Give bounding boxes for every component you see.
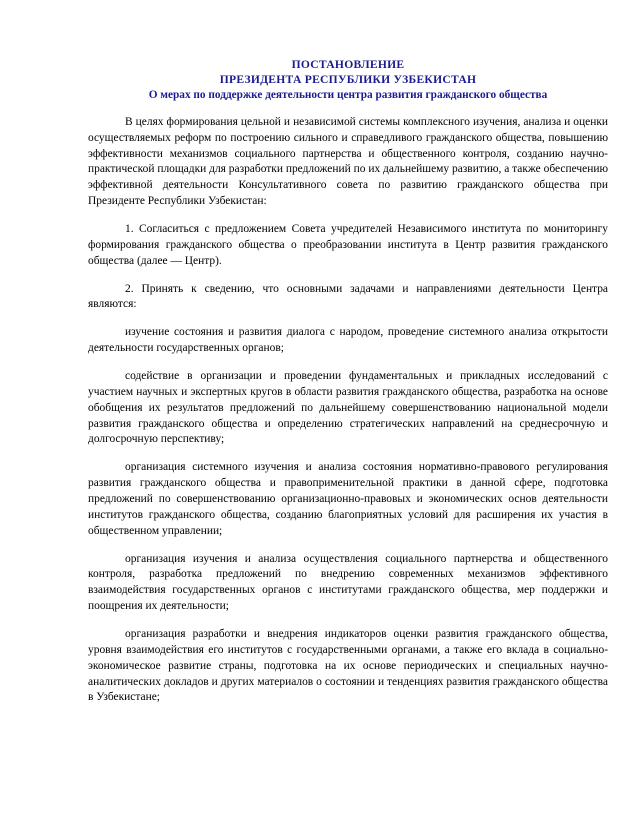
paragraph-task-1: изучение состояния и развития диалога с народом, проведение системного анализа открытости деятельности государственных органов; bbox=[88, 326, 608, 355]
paragraph-task-4: организация изучения и анализа осуществления социального партнерства и общественного контроля, разработка предложений по внедрению современных механизмов эффективного взаимодействия государственных органов с институтами гражданского общества, мер поддержки и поощрения их деятельности; bbox=[88, 552, 608, 613]
paragraph-task-2: содействие в организации и проведении фундаментальных и прикладных исследований с участием научных и экспертных кругов в области развития гражданского общества, разработка на основе обобщения их результатов предложений по дальнейшему совершенствованию национальной модели развития гражданского общества и определению стратегических направлений на среднесрочную и долгосрочную перспективу; bbox=[88, 369, 608, 446]
paragraph-task-5: организация разработки и внедрения индикаторов оценки развития гражданского общества, уровня взаимодействия его институтов с государственными органами, а также его вклада в социально-экономическое развитие страны, подготовка на их основе периодических и специальных научно-аналитических докладов и других материалов о состоянии и тенденциях развития гражданского общества в Узбекистане; bbox=[88, 628, 608, 704]
title-line-issuing-authority: ПРЕЗИДЕНТА РЕСПУБЛИКИ УЗБЕКИСТАН bbox=[219, 73, 477, 87]
paragraph-preamble: В целях формирования цельной и независимой системы комплексного изучения, анализа и оценки осуществляемых реформ по построению сильного и справедливого гражданского общества, повышению эффективности механизмов социального партнерства и общественного контроля, созданию научно-практической площадки для разработки предложений по их дальнейшему развитию, а также обеспечению эффективной деятельности Консультативного совета по развитию гражданского общества при Президенте Республики Узбекистан: bbox=[88, 115, 608, 208]
paragraph-item-2: 2. Принять к сведению, что основными задачами и направлениями деятельности Центра являются: bbox=[88, 282, 608, 311]
document-title bbox=[88, 57, 608, 103]
paragraph-item-1: 1. Согласиться с предложением Совета учредителей Независимого института по мониторингу формирования гражданского общества о преобразовании института в Центр развития гражданского общества (далее — Центр). bbox=[88, 222, 608, 267]
paragraph-task-3: организация системного изучения и анализа состояния нормативно-правового регулирования развития гражданского общества и правоприменительной практики в данной сфере, подготовка предложений по совершенствованию организационно-правовых и экономических основ деятельности институтов гражданского общества, созданию благоприятных условий для расширения их участия в общественном управлении; bbox=[88, 461, 608, 537]
title-line-decree-type: ПОСТАНОВЛЕНИЕ bbox=[291, 58, 405, 71]
document-body bbox=[88, 115, 608, 707]
title-line-subject: О мерах по поддержке деятельности центра развития гражданского общества bbox=[148, 89, 548, 102]
